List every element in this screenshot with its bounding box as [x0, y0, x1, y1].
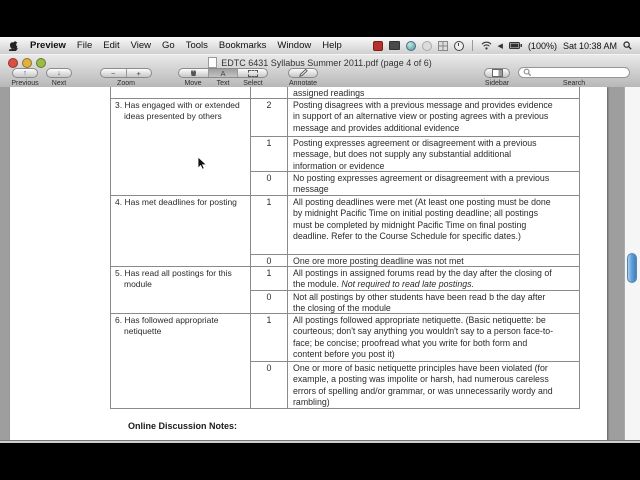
annotate-button[interactable] [288, 68, 318, 78]
points-cell: 0 [251, 291, 288, 313]
text-tool-button[interactable] [208, 69, 238, 77]
select-label: Select [243, 80, 263, 87]
window-bottom-edge [0, 440, 640, 443]
zoom-out-button[interactable] [101, 69, 126, 77]
menu-view[interactable]: View [130, 40, 152, 51]
menu-extra-record-icon[interactable] [373, 41, 383, 51]
scrollbar-thumb[interactable] [627, 253, 637, 283]
apple-menu-icon[interactable] [9, 40, 19, 51]
menu-file[interactable]: File [76, 40, 93, 51]
down-arrow-icon: ↓ [57, 69, 61, 77]
menu-extra-timer-icon[interactable] [454, 41, 464, 51]
points-cell: 0 [251, 362, 288, 408]
search-input[interactable] [532, 68, 626, 78]
minus-icon: − [111, 68, 116, 78]
italic-note: Not required to read late postings. [341, 279, 474, 290]
menu-extra-gray-orb-icon[interactable] [422, 41, 432, 51]
pdf-page [10, 87, 607, 441]
points-cell: 0 [251, 255, 288, 266]
document-view [0, 87, 640, 441]
notes-heading: Online Discussion Notes: [128, 421, 238, 431]
description-cell: Not all postings by other students have been read b the day after the closing of the module [293, 292, 546, 313]
annotate-label: Annotate [288, 80, 318, 87]
zoom-label: Zoom [117, 80, 135, 87]
move-tool-button[interactable] [179, 69, 208, 77]
table-row [111, 195, 579, 266]
volume-icon[interactable]: ◀ [497, 42, 503, 50]
previous-page-button[interactable] [12, 68, 38, 78]
menu-bookmarks[interactable]: Bookmarks [218, 40, 267, 51]
title-toolbar-area [0, 54, 640, 89]
menu-window[interactable]: Window [277, 40, 312, 51]
description-cell: Posting disagrees with a previous message and provides evidence in support of an alternative view or posting agrees with a previous message and provides additional evidence [293, 100, 553, 133]
menu-extra-display-icon[interactable] [389, 41, 400, 50]
move-hand-icon [190, 69, 197, 77]
sidebar-label: Sidebar [484, 80, 510, 87]
menu-edit[interactable]: Edit [103, 40, 120, 51]
previous-label: Previous [11, 80, 39, 87]
description-cell: No posting expresses agreement or disagreement with a previous message [293, 173, 550, 195]
search-field[interactable] [518, 67, 630, 78]
preview-window [0, 54, 640, 443]
description-cell: All posting deadlines were met (At least one posting must be done by midnight Pacific Time on initial posting deadline; all postings must be completed by midnight Pacific Time on final posting deadline. Refer to the Course Schedule for specific dates.) [293, 197, 551, 241]
menu-bar [0, 37, 640, 55]
points-cell: 1 [251, 314, 288, 361]
table-row [111, 313, 579, 408]
rubric-criteria-cell: 5. Has read all postings for this module [111, 267, 251, 313]
menu-go[interactable]: Go [162, 40, 175, 51]
zoom-segmented-control [100, 68, 152, 78]
mouse-cursor-icon [197, 156, 208, 171]
pencil-icon [299, 69, 308, 77]
battery-percent: (100%) [527, 40, 557, 51]
spotlight-icon[interactable] [623, 41, 632, 50]
menu-extra-grid-icon[interactable] [438, 41, 448, 51]
points-cell: 1 [251, 196, 288, 254]
points-cell: 1 [251, 267, 288, 290]
description-cell: Posting expresses agreement or disagreement with a previous message, but does not supply any substantial additional information or evidence [293, 138, 537, 171]
tool-mode-segmented-control [178, 68, 268, 78]
table-row [111, 266, 579, 313]
next-page-button[interactable] [46, 68, 72, 78]
description-cell: All postings followed appropriate netiquette. (Basic netiquette: be courteous; don't say anything you wouldn't say to a person face-to-face; be concise; proofread what you write for both form and content before you post it) [293, 315, 554, 359]
menubar-separator [472, 40, 473, 51]
menu-extra-teal-orb-icon[interactable] [406, 41, 416, 51]
toolbar [0, 67, 640, 88]
menu-help[interactable]: Help [322, 40, 342, 51]
table-row [111, 98, 579, 195]
zoom-in-button[interactable] [126, 69, 152, 77]
rubric-criteria-cell: 6. Has followed appropriate netiquette [111, 314, 251, 408]
points-cell: 0 [251, 172, 288, 195]
text-tool-icon: A [220, 68, 226, 78]
description-cell: One or more of basic netiquette principles have been violated (for example, a posting was impolite or harsh, had numerous careless errors of spelling and/or grammar, or was unnecessarily wordy and rambling) [293, 363, 553, 407]
menubar-clock[interactable]: Sat 10:38 AM [562, 40, 617, 51]
description-cell: All postings in assigned forums read by the day after the closing of the module. Not required to read late postings. [293, 268, 552, 290]
sidebar-button[interactable] [484, 68, 510, 78]
next-label: Next [51, 80, 67, 87]
rubric-table [110, 87, 580, 409]
plus-icon: + [136, 68, 141, 78]
select-marquee-icon [248, 70, 258, 77]
search-label: Search [562, 80, 586, 87]
points-cell [251, 87, 288, 98]
airport-wifi-icon[interactable] [481, 41, 492, 50]
description-cell: One ore more posting deadline was not met [293, 256, 464, 266]
points-cell: 1 [251, 137, 288, 171]
table-row [111, 87, 579, 98]
battery-icon[interactable] [509, 42, 522, 49]
description-cell: assigned readings [293, 88, 365, 98]
sidebar-panel-icon [492, 69, 503, 77]
window-title: EDTC 6431 Syllabus Summer 2011.pdf (page 4 of 6) [221, 57, 432, 68]
rubric-criteria-cell: 4. Has met deadlines for posting [111, 196, 251, 266]
vertical-scrollbar[interactable] [624, 87, 640, 441]
text-label: Text [216, 80, 230, 87]
up-arrow-icon: ↑ [23, 69, 27, 77]
menu-tools[interactable]: Tools [185, 40, 208, 51]
search-icon [523, 68, 532, 77]
menu-preview[interactable]: Preview [30, 40, 66, 51]
select-tool-button[interactable] [237, 69, 267, 77]
rubric-criteria-cell [111, 87, 251, 98]
move-label: Move [184, 80, 202, 87]
points-cell: 2 [251, 99, 288, 136]
rubric-criteria-cell: 3. Has engaged with or extended ideas presented by others [111, 99, 251, 195]
